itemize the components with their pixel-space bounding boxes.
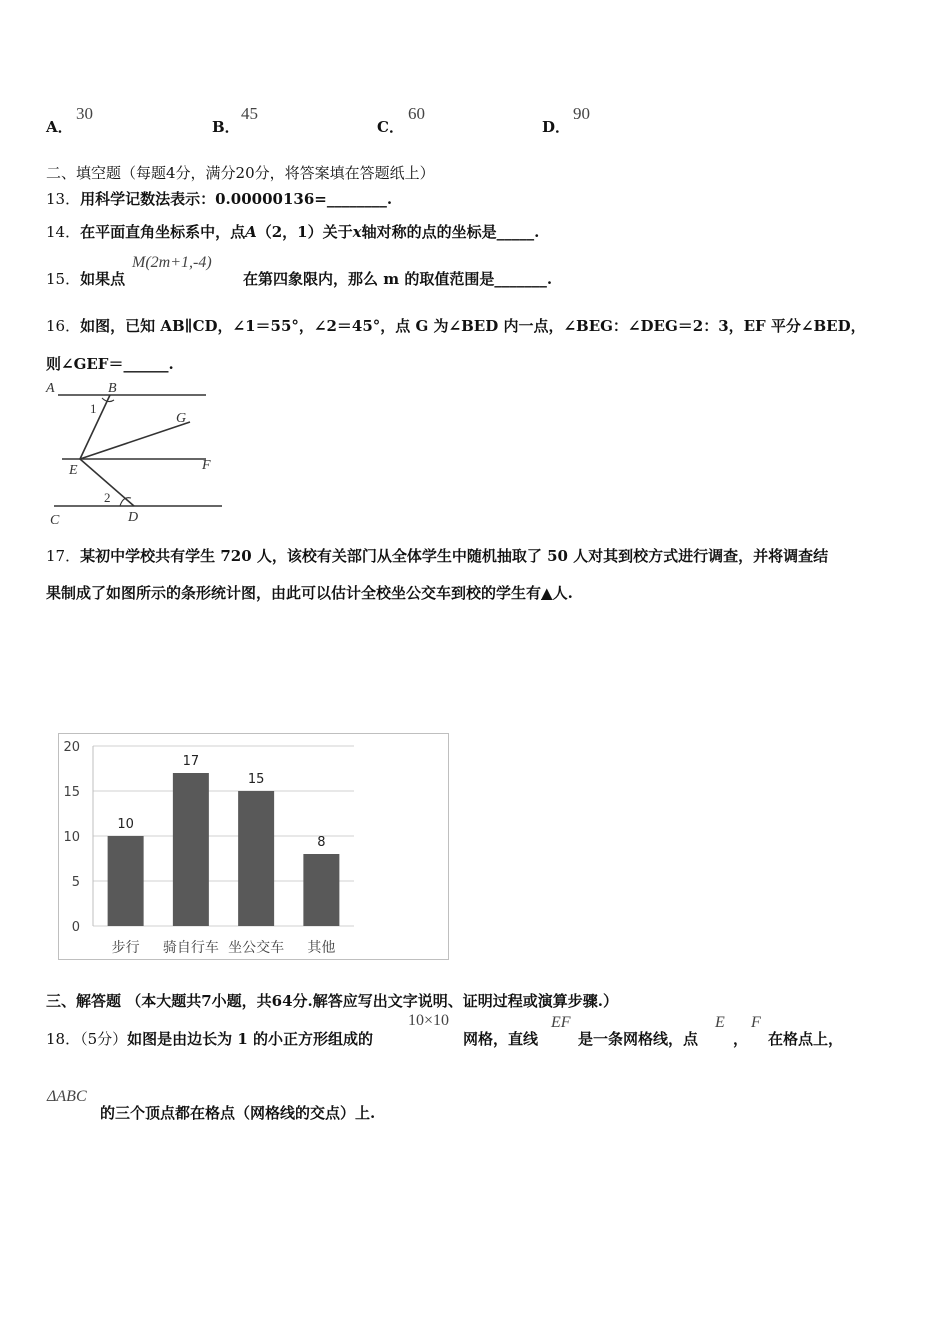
option-c-value: 60 bbox=[408, 104, 425, 123]
question-15 bbox=[46, 268, 125, 289]
question-score: （5分） bbox=[80, 1030, 128, 1048]
line-ef-math: EF bbox=[551, 1014, 571, 1031]
question-text: 果制成了如图所示的条形统计图，由此可以估计全校坐公交车到校的学生有 bbox=[46, 584, 542, 602]
section-3-heading: 三、解答题 （本大题共7小题，共64分.解答应写出文字说明、证明过程或演算步骤.） bbox=[46, 992, 618, 1010]
label-a: A bbox=[46, 381, 55, 396]
y-tick-label: 15 bbox=[63, 785, 80, 800]
question-text: 用科学记数法表示：0.00000136=________. bbox=[80, 190, 393, 208]
point-e-math: E bbox=[715, 1014, 725, 1031]
data-label: 8 bbox=[317, 835, 326, 850]
y-tick-label: 10 bbox=[63, 830, 80, 845]
option-letter: A． bbox=[46, 118, 73, 136]
bar bbox=[108, 836, 144, 926]
parallel-lines-figure bbox=[44, 378, 229, 530]
question-text: 如果点 bbox=[80, 270, 126, 288]
question-18-mid1: 网格，直线 bbox=[463, 1030, 539, 1048]
label-f: F bbox=[202, 458, 211, 473]
x-tick-label: 其他 bbox=[307, 940, 336, 956]
question-17-line2 bbox=[46, 582, 573, 603]
answer-blank-triangle: ▲ bbox=[541, 584, 553, 602]
grid-size-math: 10×10 bbox=[408, 1012, 450, 1029]
option-letter: B． bbox=[212, 118, 240, 136]
question-number: 13． bbox=[46, 190, 81, 208]
question-text: 轴对称的点的坐标是_____. bbox=[361, 223, 540, 241]
question-number: 14． bbox=[46, 223, 81, 241]
option-letter: C． bbox=[377, 118, 404, 136]
option-d bbox=[542, 116, 570, 137]
transport-bar-chart bbox=[58, 733, 450, 961]
segment-eg bbox=[80, 422, 190, 459]
question-text: 在平面直角坐标系中，点 bbox=[80, 223, 246, 241]
x-tick-label: 坐公交车 bbox=[228, 940, 285, 956]
question-text: 某初中学校共有学生 720 人，该校有关部门从全体学生中随机抽取了 50 人对其到校方式进行调查，并将调查结 bbox=[80, 547, 829, 565]
question-18-line2: 的三个顶点都在格点（网格线的交点）上. bbox=[100, 1104, 376, 1122]
question-text: 人. bbox=[552, 584, 573, 602]
label-g: G bbox=[176, 411, 187, 426]
bar bbox=[238, 791, 274, 926]
question-14 bbox=[46, 221, 539, 242]
x-tick-label: 步行 bbox=[111, 940, 140, 956]
option-letter: D． bbox=[542, 118, 571, 136]
section-2-heading: 二、填空题（每题4分，满分20分，将答案填在答题纸上） bbox=[46, 164, 435, 182]
bar bbox=[173, 773, 209, 926]
question-18-comma: ， bbox=[733, 1030, 749, 1048]
point-m-expression: M(2m+1,-4) bbox=[132, 254, 212, 271]
question-15-tail: 在第四象限内，那么 m 的取值范围是_______. bbox=[243, 270, 553, 288]
question-18-mid3: 在格点上， bbox=[768, 1030, 844, 1048]
question-18 bbox=[46, 1028, 373, 1049]
y-tick-label: 0 bbox=[71, 920, 80, 935]
question-number: 17． bbox=[46, 547, 81, 565]
label-e: E bbox=[69, 463, 78, 478]
question-text: 如图，已知 AB∥CD，∠1＝55°，∠2＝45°，点 G 为∠BED 内一点，∠BEG：∠DEG＝2：3，EF 平分∠BED， bbox=[80, 317, 866, 335]
question-16-line2: 则∠GEF＝______. bbox=[46, 355, 174, 373]
option-a bbox=[46, 116, 73, 137]
question-text: 如图是由边长为 1 的小正方形组成的 bbox=[127, 1030, 374, 1048]
x-tick-label: 骑自行车 bbox=[162, 940, 219, 956]
option-d-value: 90 bbox=[573, 104, 590, 123]
option-b bbox=[212, 116, 240, 137]
label-c: C bbox=[50, 513, 60, 528]
label-angle-2: 2 bbox=[104, 490, 111, 505]
data-label: 17 bbox=[182, 754, 200, 769]
option-a-value: 30 bbox=[76, 104, 93, 123]
x-axis-label: x bbox=[352, 223, 362, 241]
question-18-mid2: 是一条网格线，点 bbox=[578, 1030, 699, 1048]
question-number: 18． bbox=[46, 1030, 81, 1048]
question-text: （2，1）关于 bbox=[256, 223, 353, 241]
option-c bbox=[377, 116, 404, 137]
point-a-label: A bbox=[245, 223, 257, 241]
label-angle-1: 1 bbox=[90, 401, 97, 416]
point-f-math: F bbox=[751, 1014, 761, 1031]
data-label: 15 bbox=[247, 772, 265, 787]
label-d: D bbox=[128, 510, 139, 525]
option-b-value: 45 bbox=[241, 104, 258, 123]
question-17 bbox=[46, 545, 828, 566]
question-number: 16． bbox=[46, 317, 81, 335]
triangle-abc-math: ΔABC bbox=[47, 1088, 87, 1105]
data-label: 10 bbox=[117, 817, 134, 832]
question-16 bbox=[46, 315, 866, 336]
question-13 bbox=[46, 188, 392, 209]
bar bbox=[303, 854, 339, 926]
y-tick-label: 20 bbox=[63, 740, 80, 755]
label-b: B bbox=[108, 381, 117, 396]
y-tick-label: 5 bbox=[71, 875, 80, 890]
question-number: 15． bbox=[46, 270, 81, 288]
